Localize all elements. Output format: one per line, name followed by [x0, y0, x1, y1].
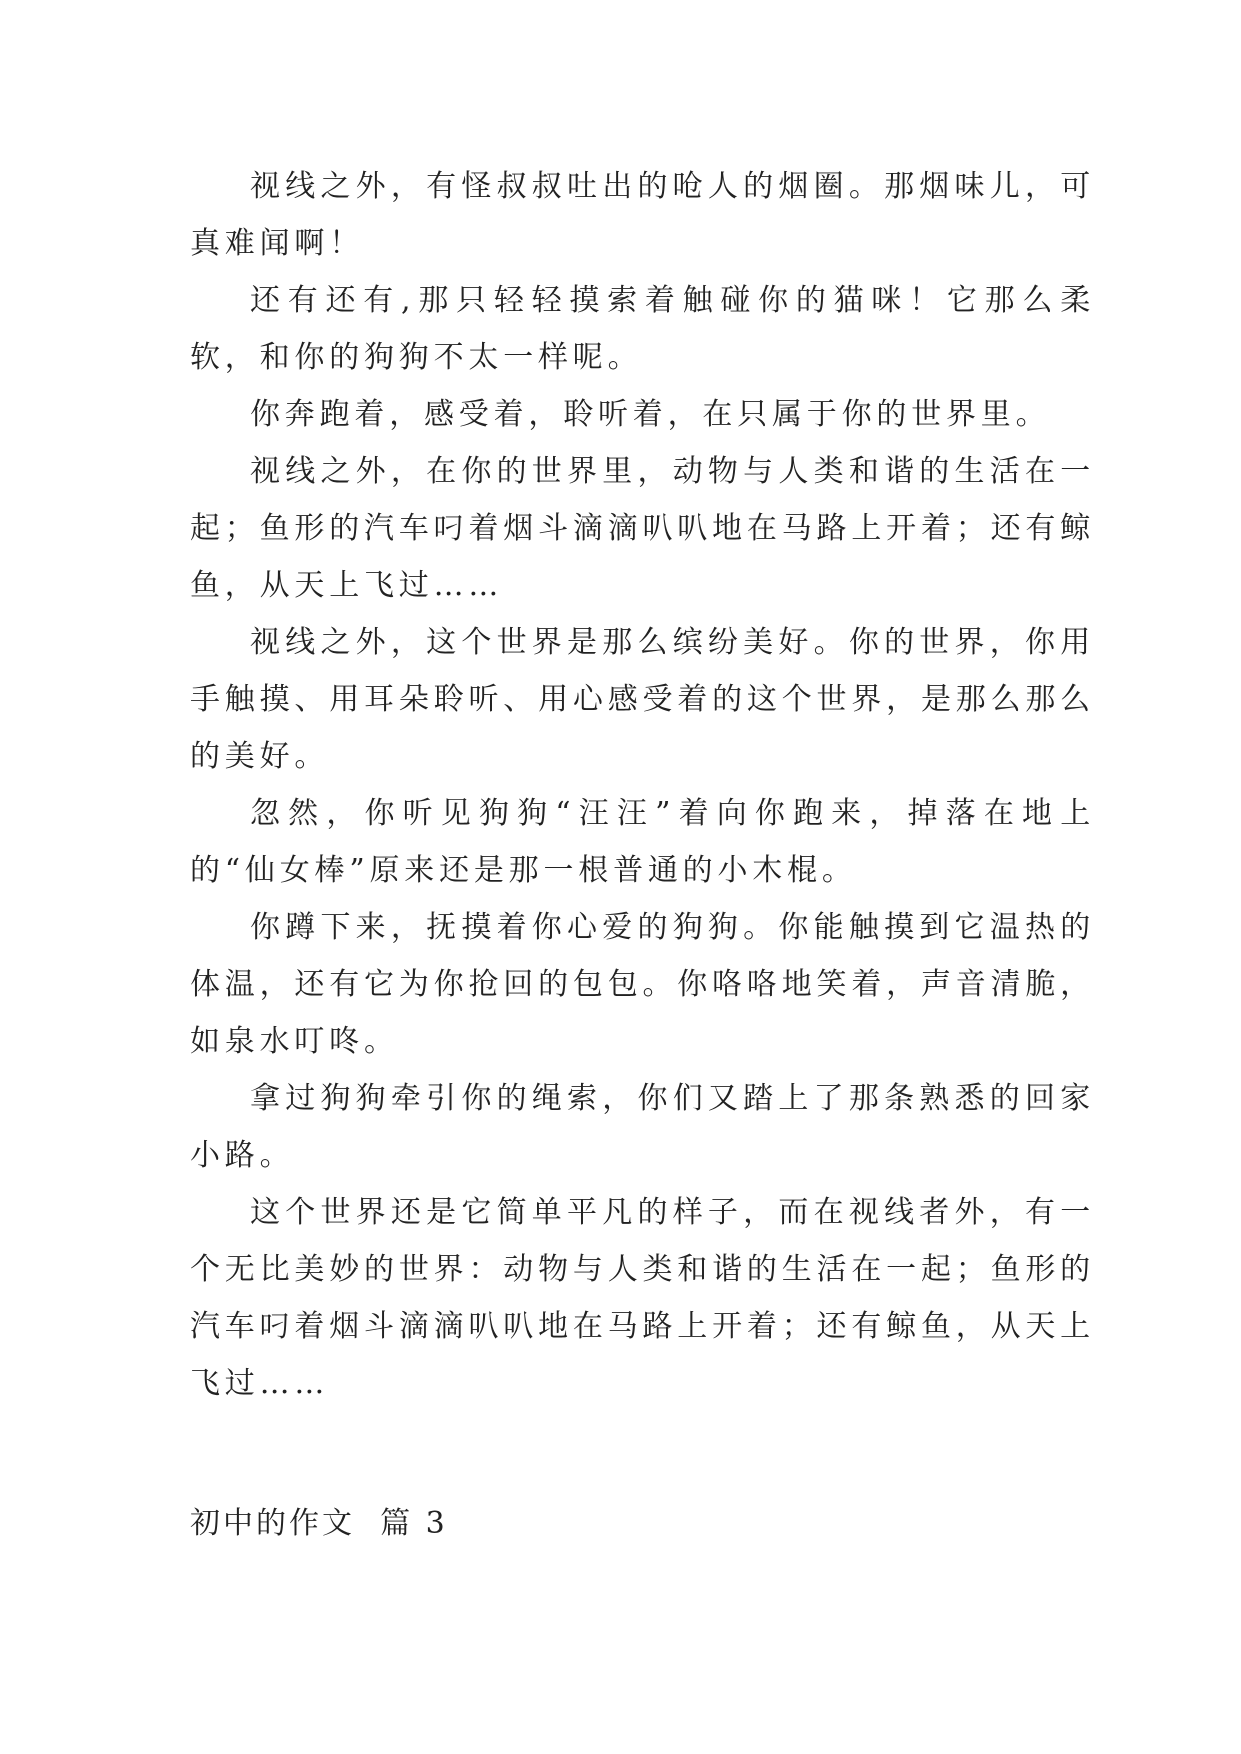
paragraph-6: 忽然，你听见狗狗“汪汪”着向你跑来，掉落在地上的“仙女棒”原来还是那一根普通的小木棍。: [190, 796, 1095, 888]
paragraph-9: 这个世界还是它简单平凡的样子，而在视线者外，有一个无比美妙的世界：动物与人类和谐的生活在一起；鱼形的汽车叼着烟斗滴滴叭叭地在马路上开着；还有鲸鱼，从天上飞过……: [190, 1195, 1095, 1401]
paragraph-5: 视线之外，这个世界是那么缤纷美好。你的世界，你用手触摸、用耳朵聆听、用心感受着的这个世界，是那么那么的美好。: [190, 625, 1095, 774]
paragraph-2: 还有还有,那只轻轻摸索着触碰你的猫咪！它那么柔软，和你的狗狗不太一样呢。: [190, 283, 1095, 375]
paragraph-3: 你奔跑着，感受着，聆听着，在只属于你的世界里。: [250, 397, 1051, 432]
paragraph-8: 拿过狗狗牵引你的绳索，你们又踏上了那条熟悉的回家小路。: [190, 1081, 1095, 1173]
paragraph-1: 视线之外，有怪叔叔吐出的呛人的烟圈。那烟味儿，可真难闻啊！: [190, 169, 1095, 261]
paragraph-7: 你蹲下来，抚摸着你心爱的狗狗。你能触摸到它温热的体温，还有它为你抢回的包包。你咯咯地笑着，声音清脆，如泉水叮咚。: [190, 910, 1095, 1059]
paragraph-4: 视线之外，在你的世界里，动物与人类和谐的生活在一起；鱼形的汽车叼着烟斗滴滴叭叭地在马路上开着；还有鲸鱼，从天上飞过……: [190, 454, 1095, 603]
section-heading: 初中的作文 篇 3: [190, 1506, 448, 1541]
essay-body: [190, 158, 1095, 1412]
